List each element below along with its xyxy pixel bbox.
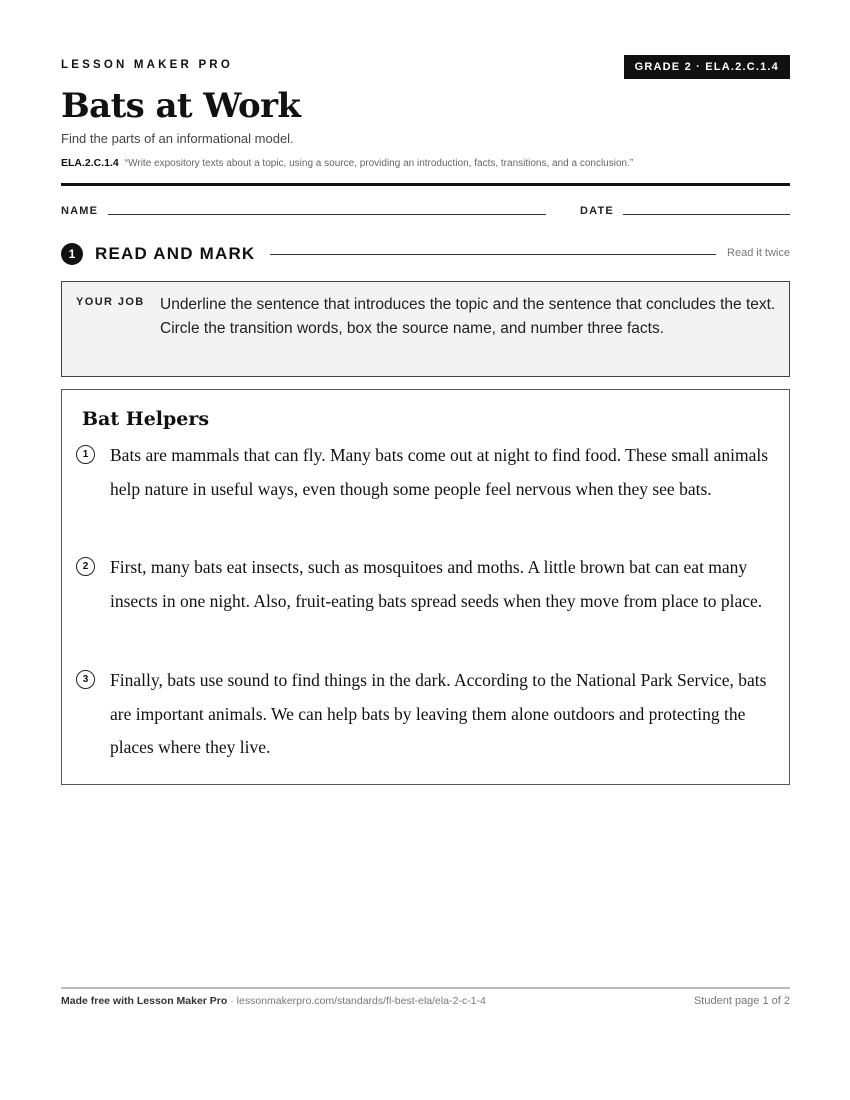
- grade-standard-badge: GRADE 2 · ELA.2.C.1.4: [624, 55, 790, 79]
- name-field[interactable]: [108, 214, 546, 215]
- standard-line: [61, 157, 633, 169]
- paragraph-number-badge: 2: [76, 557, 95, 576]
- paragraph-text: Finally, bats use sound to find things in the dark. According to the National Park Service, bats are important animals. We can help bats by leaving them alone outdoors and protecting the places where they live.: [110, 670, 767, 757]
- instructions-box: [61, 281, 790, 377]
- footer-made-with: Made free with Lesson Maker Pro: [61, 995, 228, 1007]
- instructions-label: YOUR JOB: [76, 296, 145, 308]
- section-note: Read it twice: [727, 247, 790, 259]
- footer-divider: [61, 987, 790, 989]
- paragraph-text: Bats are mammals that can fly. Many bats come out at night to find food. These small animals help nature in useful ways, even though some people feel nervous when they see bats.: [110, 445, 769, 499]
- name-label: NAME: [61, 205, 99, 217]
- worksheet-subtitle: Find the parts of an informational model.: [61, 131, 294, 146]
- paragraph-number-badge: 1: [76, 445, 95, 464]
- footer-credit: [61, 995, 486, 1007]
- footer-url[interactable]: · lessonmakerpro.com/standards/fl-best-ela/ela-2-c-1-4: [227, 995, 486, 1007]
- standard-description: “Write expository texts about a topic, using a source, providing an introduction, facts, transitions, and a conclusion.”: [124, 158, 634, 169]
- passage-box: [61, 389, 790, 785]
- worksheet-page: [61, 0, 790, 1100]
- paragraph-text: First, many bats eat insects, such as mosquitoes and moths. A little brown bat can eat many insects in one night. Also, fruit-eating bats spread seeds when they move from place to place.: [110, 557, 763, 611]
- standard-code: ELA.2.C.1.4: [61, 157, 119, 169]
- date-label: DATE: [580, 205, 614, 217]
- paragraph-number-badge: 3: [76, 670, 95, 689]
- footer-page-info: Student page 1 of 2: [693, 995, 790, 1007]
- section-divider: [270, 254, 716, 255]
- instructions-text: Underline the sentence that introduces the topic and the sentence that concludes the text. Circle the transition words, box the source name, and number three facts.: [160, 296, 776, 337]
- section-number-badge: 1: [61, 243, 83, 265]
- brand-name: LESSON MAKER PRO: [61, 59, 233, 71]
- date-field[interactable]: [623, 214, 790, 215]
- header-divider: [61, 183, 790, 186]
- passage-title: Bat Helpers: [82, 408, 210, 430]
- section-header: [61, 243, 790, 265]
- worksheet-title: Bats at Work: [61, 86, 301, 126]
- section-title: READ AND MARK: [95, 244, 256, 263]
- header-bar: [61, 55, 790, 80]
